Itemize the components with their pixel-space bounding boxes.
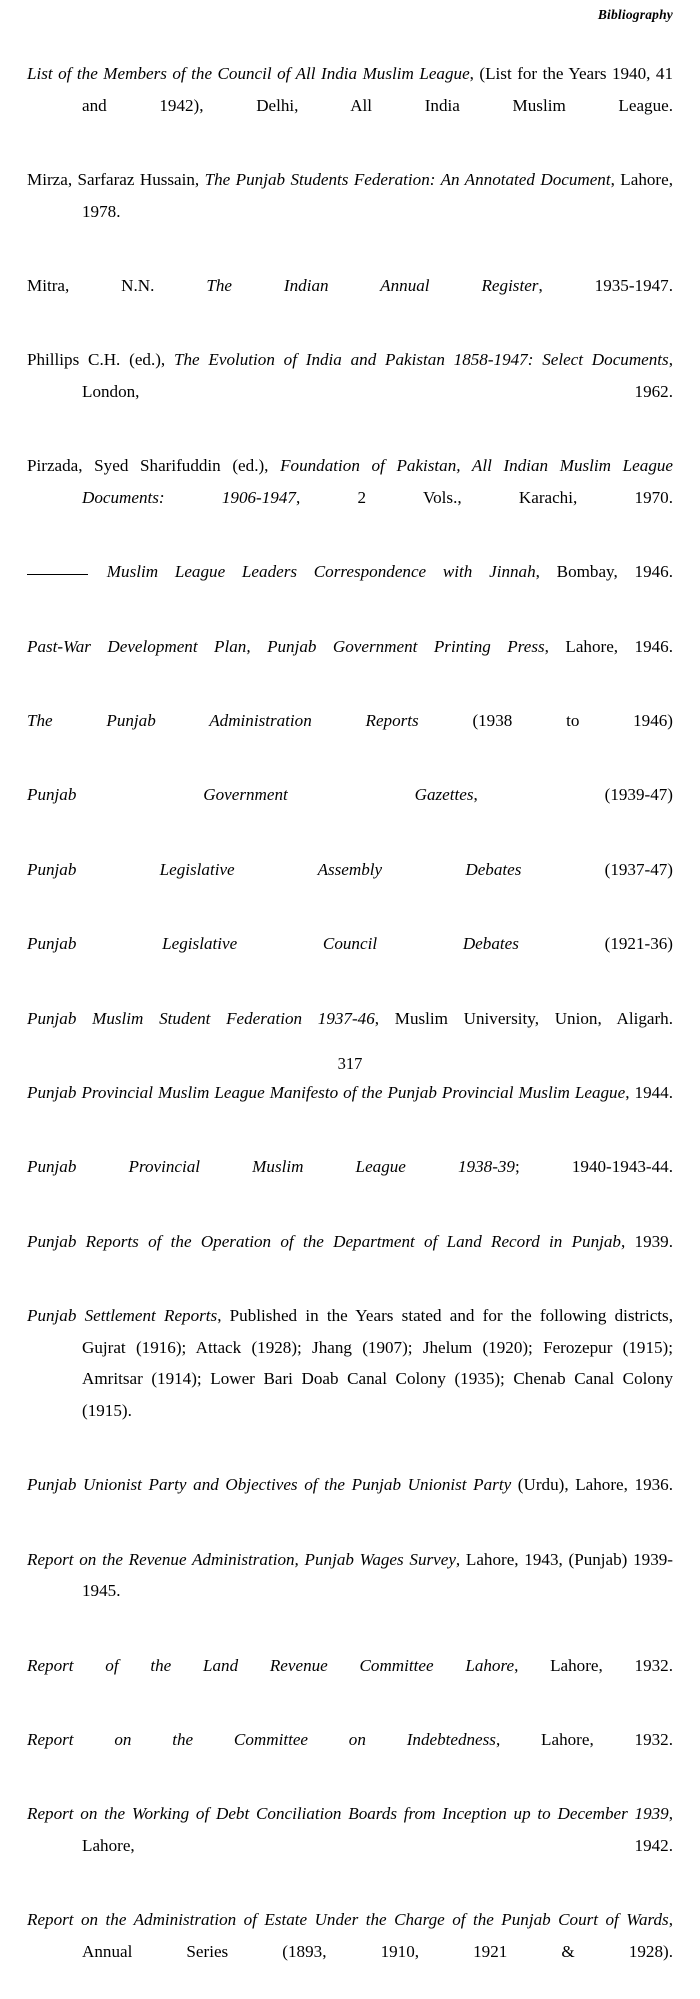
bibliography-entry <box>27 1077 673 1140</box>
entry-author: Mitra, N.N. <box>27 275 207 295</box>
entry-title: Report on the Committee on Indebtedness <box>27 1729 496 1749</box>
entry-imprint: (1921-36) <box>518 934 673 954</box>
bibliography-entry <box>27 854 673 917</box>
entry-imprint: , Bombay, 1946. <box>535 562 674 582</box>
entry-title: Punjab Reports of the Operation of the Department of Land Record in Punjab <box>27 1231 621 1251</box>
bibliography-list <box>27 58 673 1999</box>
entry-imprint: , Lahore, 1946. <box>544 636 673 656</box>
entry-author: Phillips C.H. (ed.), <box>27 350 174 370</box>
bibliography-entry <box>27 450 673 545</box>
bibliography-entry <box>27 556 673 619</box>
entry-imprint: , 2 Vols., Karachi, 1970. <box>295 487 673 507</box>
entry-title: Punjab Unionist Party and Objectives of the Punjab Unionist Party <box>27 1475 512 1495</box>
entry-imprint: , Published in the Years stated and for the following districts, Gujrat (1916); Attack (1928); Jhang (1907); Jhelum (1920); Ferozepur (1915); Amritsar (1914); Lower Bari Doab Canal Colony (1935); Chenab Canal Colony (1915). <box>82 1306 673 1420</box>
entry-author: Pirzada, Syed Sharifuddin (ed.), <box>27 456 281 476</box>
entry-imprint: (1937-47) <box>521 859 673 879</box>
entry-imprint: , London, 1962. <box>82 350 673 401</box>
entry-imprint: , Muslim University, Union, Aligarh. <box>374 1008 673 1028</box>
entry-title: The Punjab Students Federation: An Annotated Document <box>204 169 611 189</box>
entry-imprint: , 1944. <box>625 1082 673 1102</box>
entry-imprint: , Lahore, 1932. <box>514 1655 673 1675</box>
bibliography-entry <box>27 164 673 259</box>
bibliography-entry <box>27 344 673 439</box>
bibliography-entry <box>27 58 673 153</box>
bibliography-entry <box>27 928 673 991</box>
entry-imprint: ; 1940-1943-44. <box>514 1157 673 1177</box>
entry-imprint: , Annual Series (1893, 1910, 1921 & 1928). <box>82 1910 673 1961</box>
entry-imprint: , (1939-47) <box>473 785 673 805</box>
bibliography-entry <box>27 779 673 842</box>
entry-title: Punjab Settlement Reports <box>27 1306 218 1325</box>
entry-imprint: (1938 to 1946) <box>418 711 673 730</box>
bibliography-entry <box>27 1226 673 1289</box>
repeated-author-rule <box>27 574 88 575</box>
entry-title: The Punjab Administration Reports <box>27 711 419 730</box>
entry-title: Punjab Legislative Council Debates <box>27 934 519 954</box>
entry-title: Punjab Muslim Student Federation 1937-46 <box>27 1008 375 1028</box>
bibliography-entry <box>27 705 673 768</box>
bibliography-entry <box>27 270 673 333</box>
entry-imprint: (Urdu), Lahore, 1936. <box>511 1475 674 1495</box>
bibliography-entry <box>27 1151 673 1214</box>
bibliography-entry <box>27 1724 673 1787</box>
entry-imprint: , Lahore, 1942. <box>82 1804 673 1855</box>
entry-imprint: , (List for the Years 1940, 41 and 1942), Delhi, All India Muslim League. <box>82 64 674 115</box>
entry-title: Report on the Working of Debt Conciliation Boards from Inception up to December 1939 <box>27 1804 669 1824</box>
bibliography-entry <box>27 1904 673 1999</box>
bibliography-entry <box>27 1544 673 1639</box>
entry-title: Punjab Government Gazettes <box>27 785 474 805</box>
bibliography-entry <box>27 1650 673 1713</box>
entry-title: The Evolution of India and Pakistan 1858-1947: Select Documents <box>173 350 669 370</box>
page-number: 317 <box>337 1054 363 1073</box>
entry-author: Mirza, Sarfaraz Hussain, <box>27 169 205 189</box>
entry-title: Report on the Administration of Estate Under the Charge of the Punjab Court of Wards <box>27 1910 669 1930</box>
entry-imprint: , Lahore, 1932. <box>495 1729 673 1749</box>
entry-imprint: , 1935-1947. <box>538 275 673 295</box>
entry-title: Foundation of Pakistan, All Indian Muslim League Documents: 1906-1947 <box>82 456 673 507</box>
bibliography-entry <box>27 1300 673 1458</box>
entry-title: Report on the Revenue Administration, Punjab Wages Survey <box>27 1549 456 1569</box>
entry-title: Punjab Provincial Muslim League Manifesto of the Punjab Provincial Muslim League <box>27 1082 626 1102</box>
entry-title: Punjab Provincial Muslim League 1938-39 <box>27 1157 515 1177</box>
running-head: Bibliography <box>597 7 673 22</box>
entry-title: The Indian Annual Register <box>206 275 539 295</box>
bibliography-entry <box>27 631 673 694</box>
entry-imprint: , Lahore, 1978. <box>82 169 673 221</box>
entry-title: Muslim League Leaders Correspondence with Jinnah <box>106 562 536 582</box>
entry-title: Report of the Land Revenue Committee Lahore <box>27 1655 515 1675</box>
entry-imprint: , Lahore, 1943, (Punjab) 1939-1945. <box>82 1549 673 1601</box>
entry-title: Punjab Legislative Assembly Debates <box>27 859 522 879</box>
entry-imprint: , 1939. <box>620 1231 673 1251</box>
entry-title: List of the Members of the Council of All India Muslim League <box>27 64 470 83</box>
bibliography-entry <box>27 1469 673 1532</box>
entry-title: Past-War Development Plan, Punjab Government Printing Press <box>27 636 545 656</box>
bibliography-entry <box>27 1798 673 1893</box>
